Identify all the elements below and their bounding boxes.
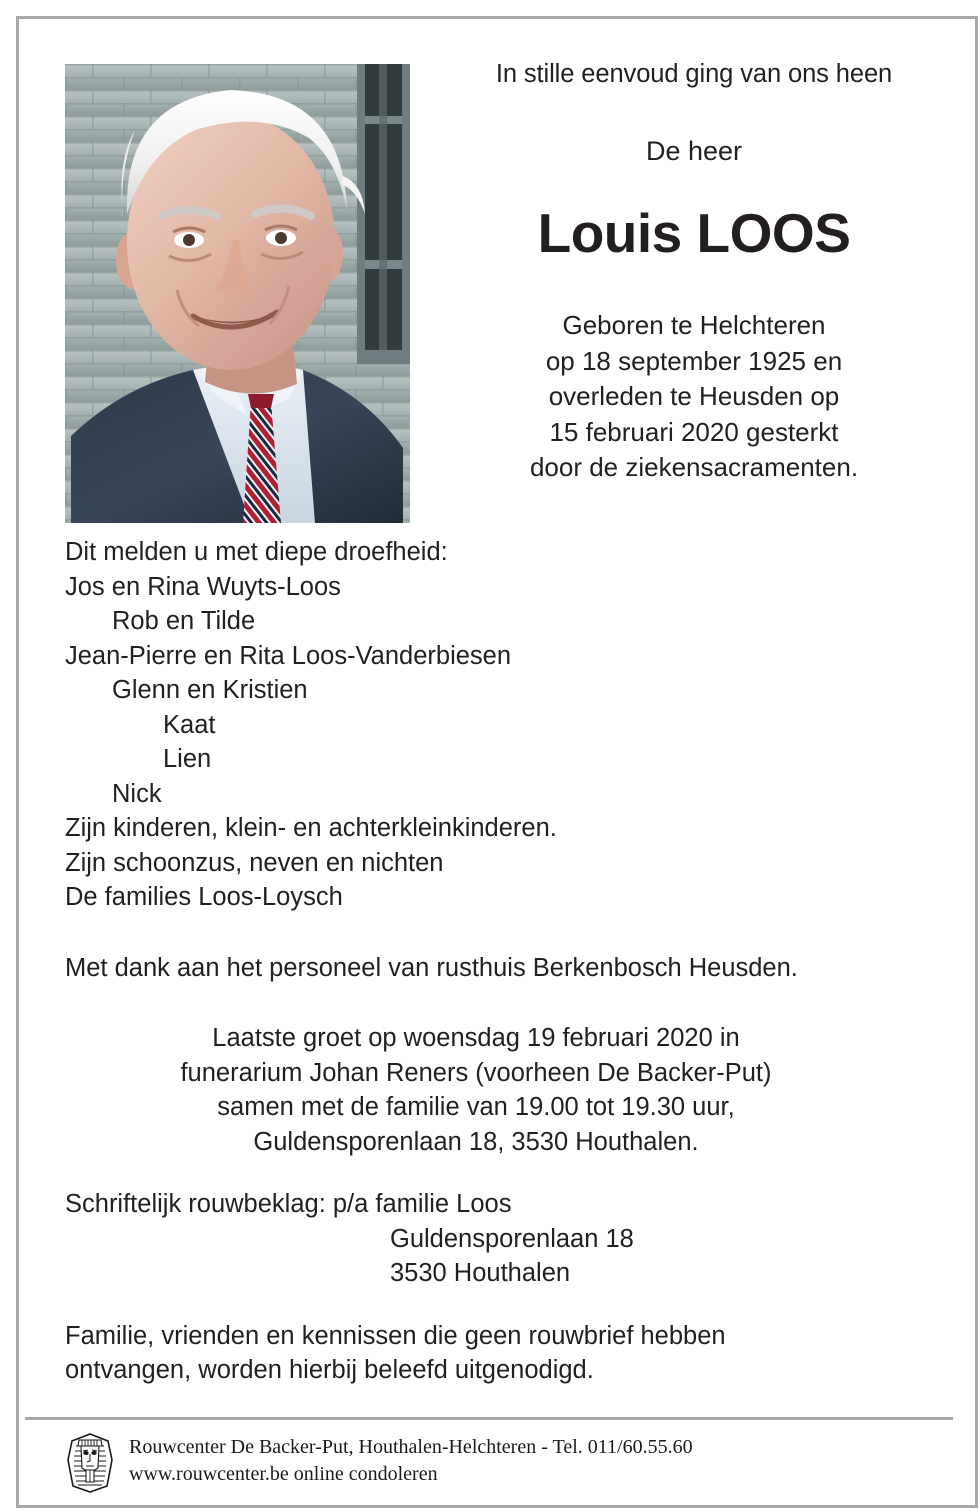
birth-death-block [419,308,969,486]
footer-section [65,1431,945,1494]
relations-line: Zijn kinderen, klein- en achterkleinkinderen. [65,814,557,842]
birth-death-line: overleden te Heusden op [548,381,840,411]
condolences-address-line: Guldensporenlaan 18 [390,1224,634,1253]
condolences-block [65,1187,945,1291]
family-member: Glenn en Kristien [112,676,308,704]
ceremony-line: Laatste groet op woensdag 19 februari 2020 in [212,1024,740,1052]
family-member: Jean-Pierre en Rita Loos-Vanderbiesen [65,641,512,670]
portrait-photo [65,64,410,523]
relations-line: Zijn schoonzus, neven en nichten [65,848,444,877]
birth-death-line: door de ziekensacramenten. [529,452,859,482]
footer-line-2[interactable]: www.rouwcenter.be online condoleren [129,1463,438,1485]
family-member: Rob en Tilde [112,607,256,635]
condolences-label: Schriftelijk rouwbeklag: p/a familie Loos [65,1190,512,1218]
deceased-name: Louis LOOS [537,202,851,264]
birth-death-line: op 18 september 1925 en [545,345,843,376]
salutation-text: De heer [645,136,743,166]
spacer [65,1159,945,1187]
birth-death-line: Geboren te Helchteren [562,310,826,340]
ceremony-block [71,1021,881,1159]
spacer [65,915,945,951]
announcement-intro: Dit melden u met diepe droefheid: [65,538,448,566]
ceremony-line: samen met de familie van 19.00 tot 19.30 uur, [217,1093,735,1121]
thanks-paragraph: Met dank aan het personeel van rusthuis Berkenbosch Heusden. [65,953,798,982]
header-section [7,7,980,529]
family-member: Kaat [163,710,216,739]
eyebrow-text: In stille eenvoud ging van ons heen [495,60,893,88]
spacer [65,985,945,1021]
ceremony-line: Guldensporenlaan 18, 3530 Houthalen. [253,1127,699,1156]
family-member: Lien [163,745,212,773]
footer-divider [25,1417,953,1420]
footer-line-1: Rouwcenter De Backer-Put, Houthalen-Helchteren - Tel. 011/60.55.60 [129,1436,693,1458]
birth-death-line: 15 februari 2020 gesterkt [549,416,839,447]
ceremony-line: funerarium Johan Reners (voorheen De Backer-Put) [180,1058,772,1087]
family-member: Jos en Rina Wuyts-Loos [65,572,341,601]
footer-contact [129,1431,693,1488]
closing-block [65,1319,945,1388]
header-text-column [419,57,969,486]
condolences-address-line: 3530 Houthalen [390,1259,571,1287]
spacer [65,1291,945,1319]
closing-line: ontvangen, worden hierbij beleefd uitgenodigd. [65,1356,594,1384]
closing-line: Familie, vrienden en kennissen die geen rouwbrief hebben [65,1321,726,1350]
family-member: Nick [112,779,162,808]
relations-line: De families Loos-Loysch [65,883,343,911]
body-section [65,535,945,1388]
pharaoh-sarcophagus-icon [65,1432,115,1494]
